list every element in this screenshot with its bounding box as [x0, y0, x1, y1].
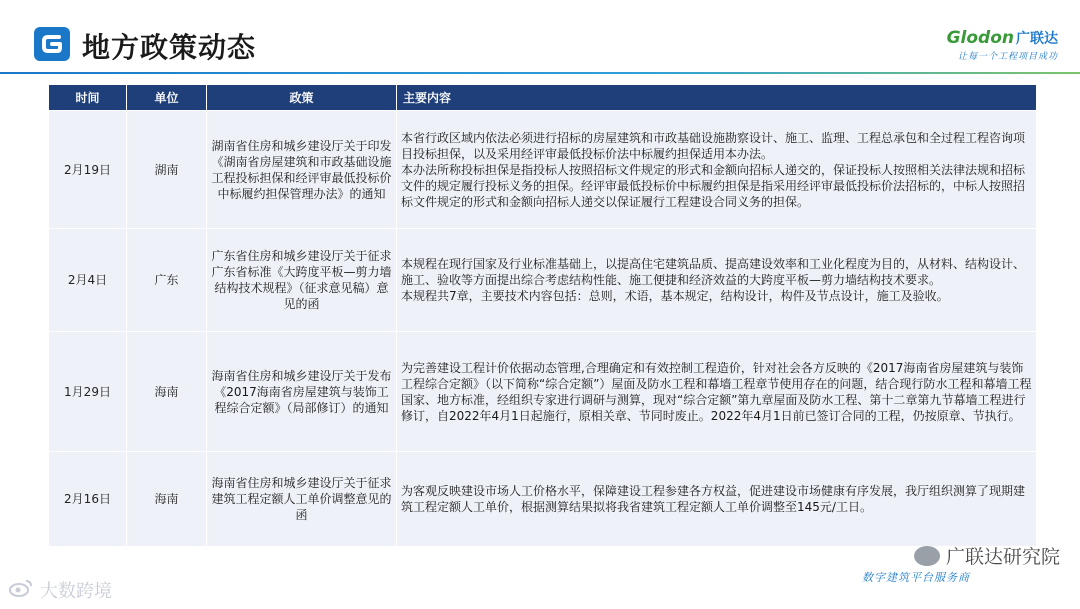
cell-content: [397, 452, 1037, 547]
column-header-content: 主要内容: [397, 85, 1037, 111]
cell-date: 1月29日: [49, 332, 127, 452]
cell-date: 2月4日: [49, 229, 127, 332]
brand-logo: [947, 28, 1058, 62]
cell-unit: 海南: [127, 332, 207, 452]
table-row: [49, 229, 1037, 332]
cell-policy: 广东省住房和城乡建设厅关于征求广东省标准《大跨度平板—剪力墙结构技术规程》（征求意见稿）意见的函: [207, 229, 397, 332]
cell-date: 2月19日: [49, 111, 127, 229]
policy-table: [48, 84, 1037, 547]
brand-name-cn: 广联达: [1016, 31, 1058, 47]
slide-header: [0, 0, 1080, 80]
footer-slogan: 数字建筑平台服务商: [862, 571, 970, 584]
content-paragraph: 本规程共7章，主要技术内容包括：总则，术语，基本规定，结构设计，构件及节点设计，施工及验收。: [401, 289, 949, 303]
cell-content: [397, 229, 1037, 332]
content-paragraph: 为完善建设工程计价依据动态管理,合理确定和有效控制工程造价，针对社会各方反映的《2017海南省房屋建筑与装饰工程综合定额》（以下简称“综合定额”）屋面及防水工程和幕墙工程章节使用存在的问题，结合现行防水工程和幕墙工程国家、地方标准，经组织专家进行调研与测算，现对“综合定额”第九章屋面及防水工程、第十二章第九节幕墙工程进行修订，自2022年4月1日起施行，原相关章、节同时废止。2022年4月1日前已签订合同的工程，仍按原章、节执行。: [401, 360, 1032, 423]
content-paragraph: 为客观反映建设市场人工价格水平，保障建设工程参建各方权益，促进建设市场健康有序发展，我厅组织测算了现期建筑工程定额人工单价，根据测算结果拟将我省建筑工程定额人工单价调整至145元/工日。: [401, 484, 1026, 514]
wechat-icon: [914, 546, 940, 566]
watermark-right-text: 广联达研究院: [945, 546, 1060, 568]
column-header-unit: 单位: [127, 85, 207, 111]
table-row: [49, 111, 1037, 229]
table-row: [49, 332, 1037, 452]
content-paragraph: 本规程在现行国家及行业标准基础上，以提高住宅建筑品质、提高建设效率和工业化程度为目的，从材料、结构设计、施工、验收等方面提出综合考虑结构性能、施工便捷和经济效益的大跨度平板—剪力墙结构技术要求。: [401, 257, 1026, 287]
cell-date: 2月16日: [49, 452, 127, 547]
brand-slogan: 让每一个工程项目成功: [957, 52, 1058, 62]
cell-unit: 广东: [127, 229, 207, 332]
content-paragraph: 本办法所称投标担保是指投标人按照招标文件规定的形式和金额向招标人递交的，保证投标人按照相关法律法规和招标文件的规定履行投标义务的担保。经评审最低投标价中标履约担保是指采用经评审最低投标价法招标的，中标人按照招标文件规定的形式和金额向招标人递交以保证履行工程建设合同义务的担保。: [401, 162, 1026, 209]
watermark-right: [914, 542, 1060, 569]
cell-unit: 湖南: [127, 111, 207, 229]
watermark-left: [8, 577, 112, 603]
cell-content: [397, 332, 1037, 452]
cell-policy: 海南省住房和城乡建设厅关于征求建筑工程定额人工单价调整意见的函: [207, 452, 397, 547]
column-header-time: 时间: [49, 85, 127, 111]
glodon-g-logo-icon: [34, 27, 70, 61]
header-divider: [0, 72, 1080, 74]
table-row: [49, 452, 1037, 547]
cell-policy: 湖南省住房和城乡建设厅关于印发《湖南省房屋建筑和市政基础设施工程投标担保和经评审最低投标价中标履约担保管理办法》的通知: [207, 111, 397, 229]
cell-unit: 海南: [127, 452, 207, 547]
table-header-row: [49, 85, 1037, 111]
watermark-left-text: 大数跨境: [40, 581, 112, 602]
content-paragraph: 本省行政区域内依法必须进行招标的房屋建筑和市政基础设施勘察设计、施工、监理、工程总承包和全过程工程咨询项目投标担保，以及采用经评审最低投标价法中标履约担保适用本办法。: [401, 130, 1026, 161]
cell-content: [397, 111, 1037, 229]
brand-name: Glodon: [946, 28, 1014, 48]
page-title: 地方政策动态: [82, 31, 257, 64]
weibo-icon: [8, 578, 34, 603]
cell-policy: 海南省住房和城乡建设厅关于发布《2017海南省房屋建筑与装饰工程综合定额》（局部修订）的通知: [207, 332, 397, 452]
column-header-policy: 政策: [207, 85, 397, 111]
